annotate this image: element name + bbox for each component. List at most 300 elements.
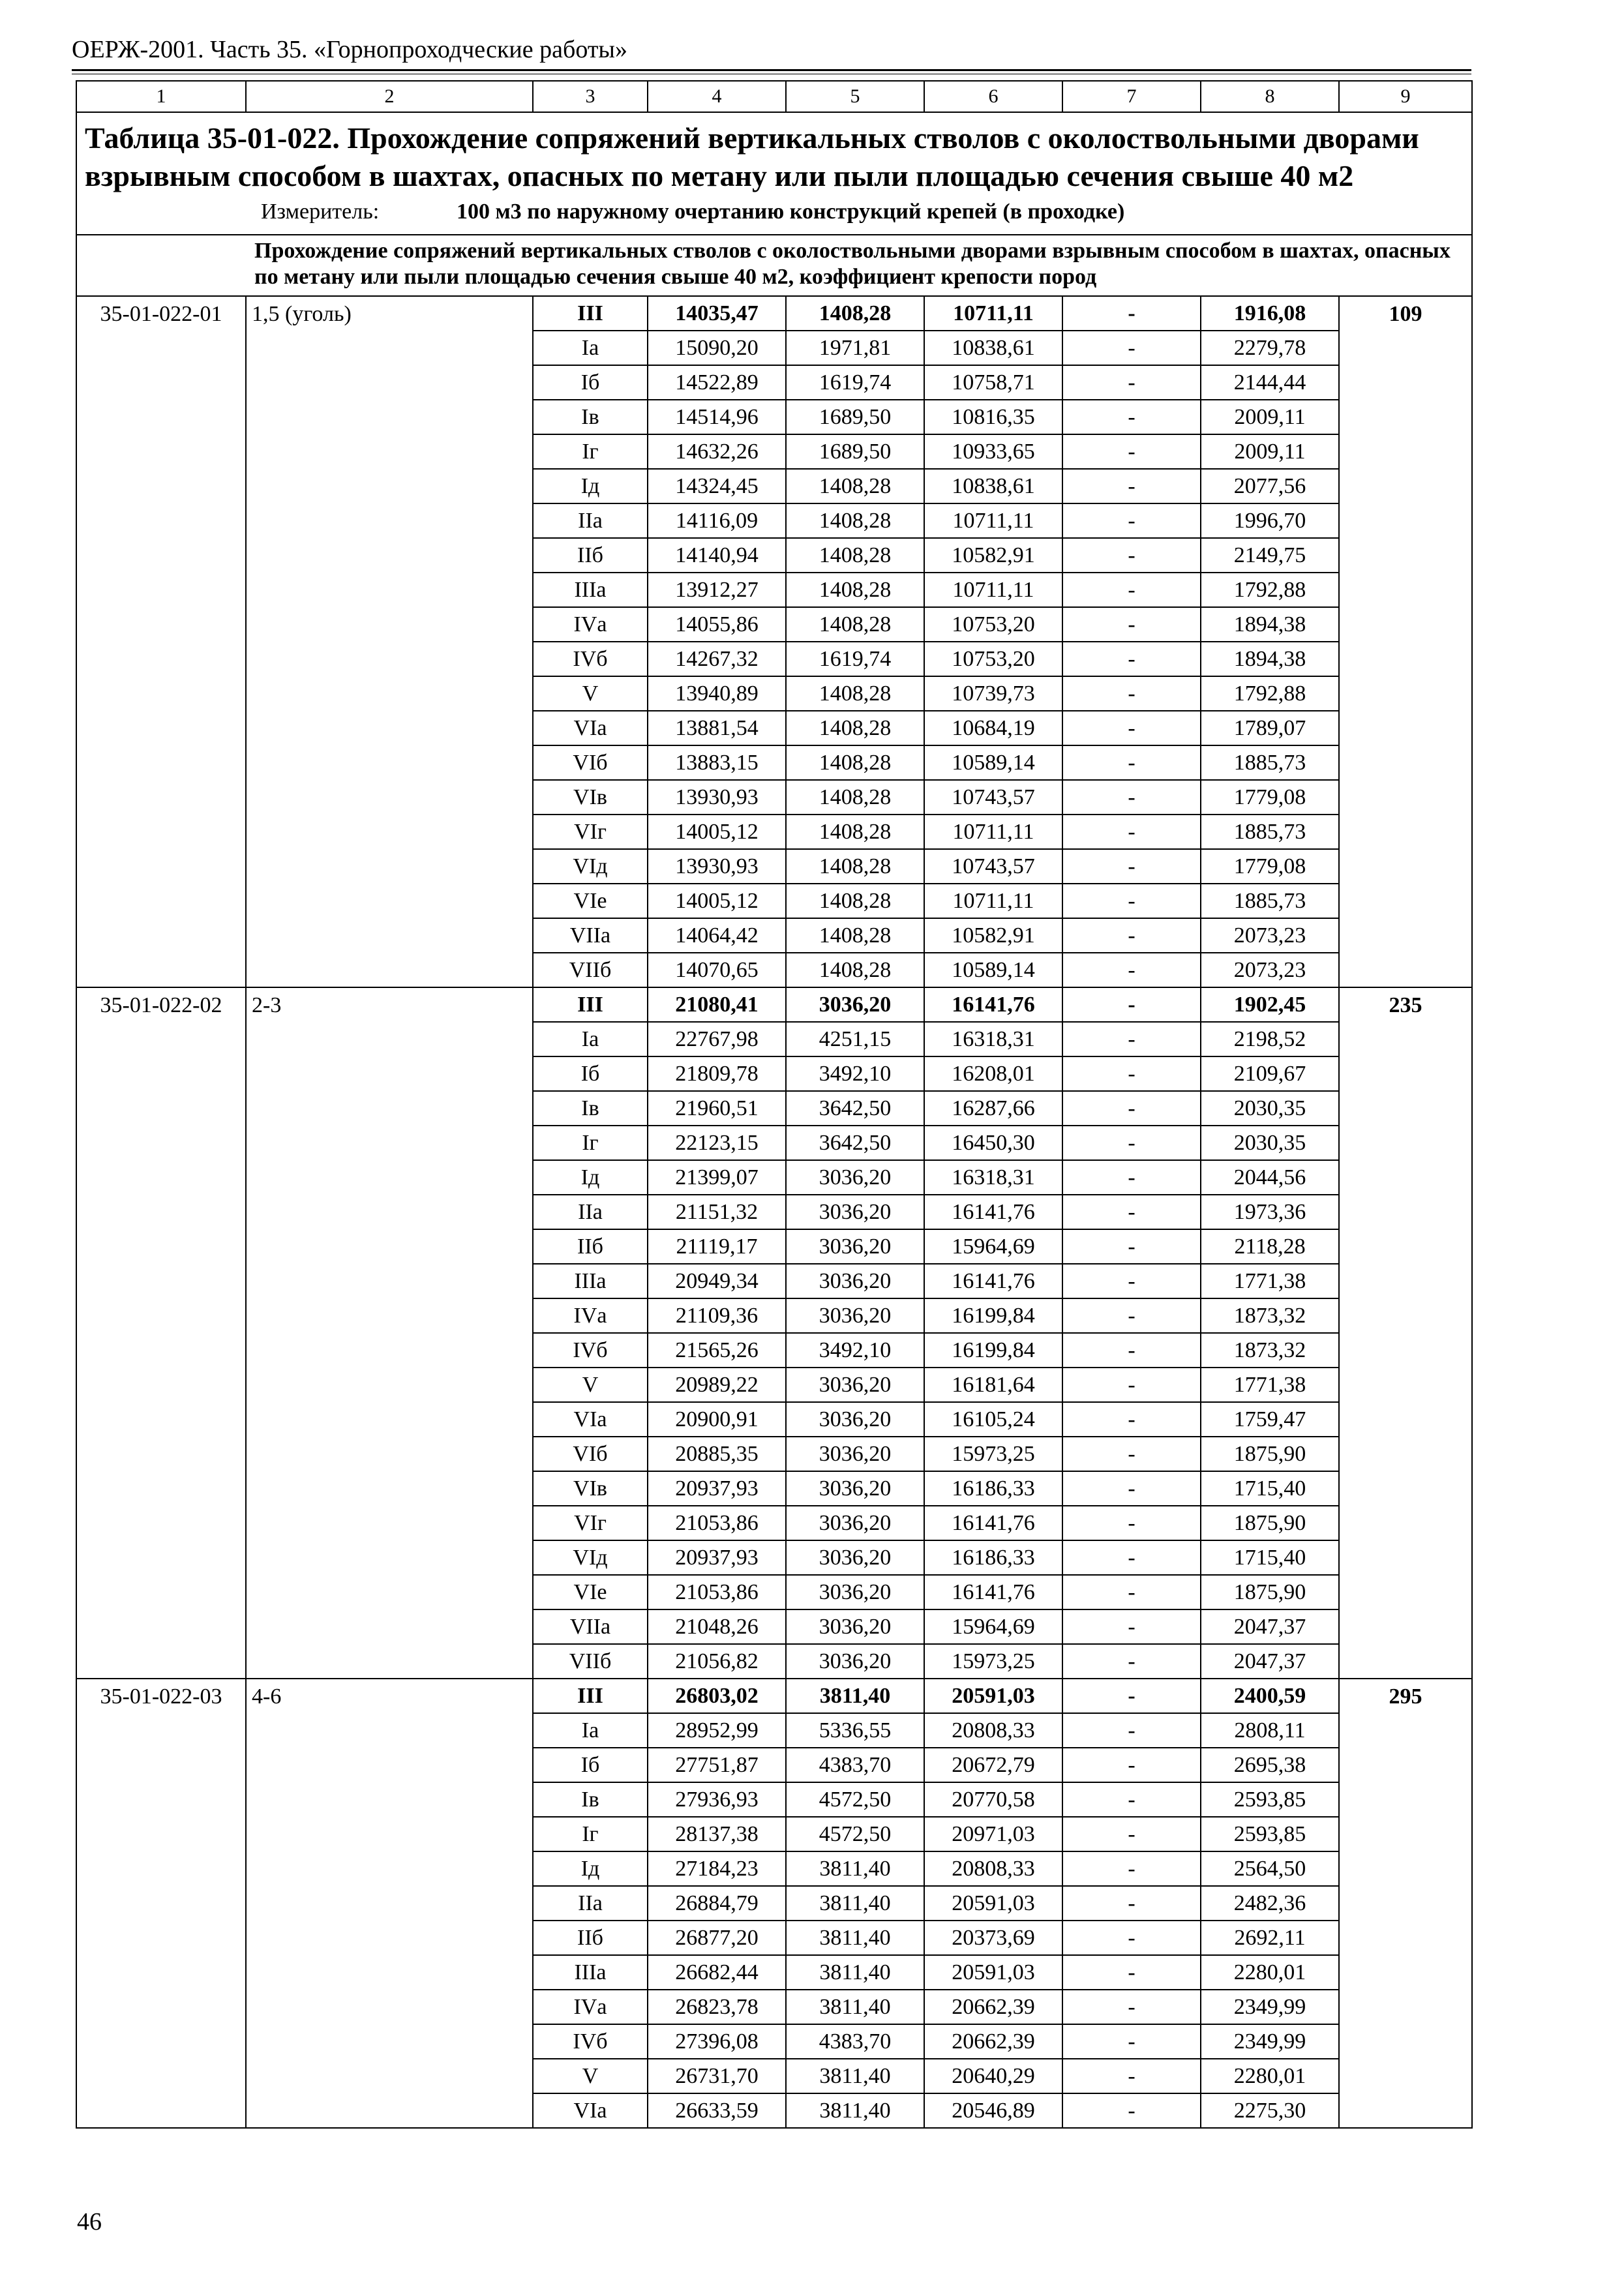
value-col8: 1779,08: [1201, 780, 1339, 815]
value-col4: 21053,86: [648, 1506, 786, 1540]
value-col6: 10838,61: [924, 469, 1062, 503]
value-col6: 10582,91: [924, 918, 1062, 953]
value-col8: 1771,38: [1201, 1368, 1339, 1402]
value-col5: 1689,50: [786, 434, 924, 469]
zone-code: Iа: [533, 331, 648, 365]
value-col5: 3036,20: [786, 1402, 924, 1437]
value-col8: 2695,38: [1201, 1748, 1339, 1782]
value-col4: 20900,91: [648, 1402, 786, 1437]
zone-code: IIIа: [533, 1264, 648, 1298]
value-col4: 14055,86: [648, 607, 786, 642]
value-col9: 295: [1339, 1679, 1472, 2128]
zone-code: IIа: [533, 1886, 648, 1921]
rate-code: 35-01-022-03: [76, 1679, 246, 2128]
table-title: Таблица 35-01-022. Прохождение сопряжений вертикальных стволов с околоствольными дворами взрывным способом в шахтах, опасных по метану или пыли площадью сечения свыше 40 м2: [85, 121, 1419, 192]
value-col4: 14522,89: [648, 365, 786, 400]
value-col5: 3811,40: [786, 2093, 924, 2128]
zone-code: IIб: [533, 538, 648, 573]
value-col6: 10711,11: [924, 296, 1062, 331]
zone-code: III: [533, 987, 648, 1022]
column-number: 8: [1201, 81, 1339, 112]
value-col7: -: [1062, 1644, 1201, 1679]
column-number: 5: [786, 81, 924, 112]
value-col8: 1792,88: [1201, 573, 1339, 607]
value-col8: 1771,38: [1201, 1264, 1339, 1298]
value-col6: 20662,39: [924, 1990, 1062, 2024]
value-col5: 3811,40: [786, 2059, 924, 2093]
value-col5: 1408,28: [786, 573, 924, 607]
value-col5: 3036,20: [786, 1229, 924, 1264]
value-col4: 14005,12: [648, 815, 786, 849]
value-col7: -: [1062, 1817, 1201, 1851]
value-col4: 20989,22: [648, 1368, 786, 1402]
value-col4: 14070,65: [648, 953, 786, 987]
value-col8: 2482,36: [1201, 1886, 1339, 1921]
value-col7: -: [1062, 711, 1201, 745]
value-col4: 26877,20: [648, 1921, 786, 1955]
value-col7: -: [1062, 400, 1201, 434]
value-col4: 27936,93: [648, 1782, 786, 1817]
value-col4: 20937,93: [648, 1540, 786, 1575]
value-col7: -: [1062, 1056, 1201, 1091]
value-col9: 235: [1339, 987, 1472, 1679]
value-col7: -: [1062, 1748, 1201, 1782]
value-col7: -: [1062, 1575, 1201, 1609]
value-col8: 1894,38: [1201, 642, 1339, 676]
value-col7: -: [1062, 1990, 1201, 2024]
value-col4: 14514,96: [648, 400, 786, 434]
value-col8: 2149,75: [1201, 538, 1339, 573]
value-col6: 16199,84: [924, 1298, 1062, 1333]
zone-code: VIв: [533, 780, 648, 815]
value-col4: 14005,12: [648, 884, 786, 918]
value-col6: 10753,20: [924, 642, 1062, 676]
value-col4: 27184,23: [648, 1851, 786, 1886]
value-col8: 1916,08: [1201, 296, 1339, 331]
zone-code: VIIб: [533, 1644, 648, 1679]
value-col6: 16186,33: [924, 1471, 1062, 1506]
value-col8: 1885,73: [1201, 884, 1339, 918]
value-col6: 16186,33: [924, 1540, 1062, 1575]
value-col6: 16208,01: [924, 1056, 1062, 1091]
value-col7: -: [1062, 1955, 1201, 1990]
value-col5: 3811,40: [786, 1990, 924, 2024]
zone-code: Iд: [533, 1851, 648, 1886]
value-col8: 2280,01: [1201, 1955, 1339, 1990]
value-col6: 16287,66: [924, 1091, 1062, 1126]
value-col6: 10743,57: [924, 849, 1062, 884]
value-col8: 2280,01: [1201, 2059, 1339, 2093]
value-col5: 3642,50: [786, 1126, 924, 1160]
value-col4: 21119,17: [648, 1229, 786, 1264]
value-col4: 22123,15: [648, 1126, 786, 1160]
value-col6: 15973,25: [924, 1437, 1062, 1471]
value-col4: 22767,98: [648, 1022, 786, 1056]
value-col5: 3492,10: [786, 1333, 924, 1368]
table-description-row: [76, 235, 1472, 296]
value-col6: 20591,03: [924, 1679, 1062, 1713]
value-col6: 16318,31: [924, 1022, 1062, 1056]
value-col6: 10711,11: [924, 815, 1062, 849]
value-col8: 1873,32: [1201, 1333, 1339, 1368]
value-col6: 10589,14: [924, 745, 1062, 780]
value-col8: 2808,11: [1201, 1713, 1339, 1748]
value-col7: -: [1062, 469, 1201, 503]
value-col6: 20591,03: [924, 1886, 1062, 1921]
zone-code: VIIб: [533, 953, 648, 987]
zone-code: VIа: [533, 2093, 648, 2128]
value-col8: 2144,44: [1201, 365, 1339, 400]
zone-code: IIIа: [533, 573, 648, 607]
value-col6: 20770,58: [924, 1782, 1062, 1817]
column-number: 3: [533, 81, 648, 112]
rock-hardness: 2-3: [246, 987, 533, 1679]
value-col7: -: [1062, 1091, 1201, 1126]
value-col4: 21151,32: [648, 1195, 786, 1229]
column-number: 4: [648, 81, 786, 112]
value-col8: 1885,73: [1201, 745, 1339, 780]
value-col5: 4572,50: [786, 1817, 924, 1851]
value-col7: -: [1062, 1782, 1201, 1817]
value-col4: 21109,36: [648, 1298, 786, 1333]
value-col8: 2009,11: [1201, 434, 1339, 469]
value-col5: 1408,28: [786, 745, 924, 780]
value-col5: 1408,28: [786, 607, 924, 642]
value-col7: -: [1062, 1022, 1201, 1056]
value-col4: 14267,32: [648, 642, 786, 676]
value-col7: -: [1062, 607, 1201, 642]
value-col4: 13912,27: [648, 573, 786, 607]
zone-code: Iв: [533, 1782, 648, 1817]
value-col5: 3811,40: [786, 1679, 924, 1713]
column-number: 9: [1339, 81, 1472, 112]
zone-code: IVб: [533, 1333, 648, 1368]
value-col5: 1408,28: [786, 953, 924, 987]
value-col6: 10753,20: [924, 607, 1062, 642]
value-col4: 13930,93: [648, 849, 786, 884]
value-col4: 14064,42: [648, 918, 786, 953]
zone-code: IIIа: [533, 1955, 648, 1990]
value-col8: 2349,99: [1201, 2024, 1339, 2059]
value-col7: -: [1062, 1609, 1201, 1644]
value-col6: 16141,76: [924, 1575, 1062, 1609]
value-col4: 21565,26: [648, 1333, 786, 1368]
table-row: [76, 1679, 1472, 1713]
value-col6: 20808,33: [924, 1713, 1062, 1748]
value-col8: 2593,85: [1201, 1817, 1339, 1851]
zone-code: Iа: [533, 1022, 648, 1056]
value-col4: 26682,44: [648, 1955, 786, 1990]
zone-code: IIб: [533, 1921, 648, 1955]
zone-code: III: [533, 296, 648, 331]
value-col7: -: [1062, 745, 1201, 780]
zone-code: IVа: [533, 607, 648, 642]
value-col7: -: [1062, 1402, 1201, 1437]
rate-code: 35-01-022-02: [76, 987, 246, 1679]
zone-code: VIд: [533, 849, 648, 884]
value-col8: 1885,73: [1201, 815, 1339, 849]
value-col4: 13883,15: [648, 745, 786, 780]
value-col8: 2564,50: [1201, 1851, 1339, 1886]
value-col5: 3036,20: [786, 987, 924, 1022]
value-col7: -: [1062, 434, 1201, 469]
value-col5: 4383,70: [786, 1748, 924, 1782]
value-col6: 20808,33: [924, 1851, 1062, 1886]
value-col5: 3036,20: [786, 1195, 924, 1229]
zone-code: VIе: [533, 884, 648, 918]
value-col9: 109: [1339, 296, 1472, 987]
unit-label: Измеритель:: [261, 200, 380, 224]
rock-hardness: 1,5 (уголь): [246, 296, 533, 987]
zone-code: VIа: [533, 1402, 648, 1437]
value-col8: 2279,78: [1201, 331, 1339, 365]
value-col6: 20546,89: [924, 2093, 1062, 2128]
zone-code: Iг: [533, 1126, 648, 1160]
zone-code: VIг: [533, 1506, 648, 1540]
value-col7: -: [1062, 987, 1201, 1022]
value-col5: 1619,74: [786, 365, 924, 400]
column-number: 6: [924, 81, 1062, 112]
zone-code: IIа: [533, 503, 648, 538]
value-col8: 2593,85: [1201, 1782, 1339, 1817]
value-col8: 1996,70: [1201, 503, 1339, 538]
value-col8: 1789,07: [1201, 711, 1339, 745]
value-col6: 10743,57: [924, 780, 1062, 815]
value-col5: 4383,70: [786, 2024, 924, 2059]
value-col5: 3811,40: [786, 1851, 924, 1886]
value-col7: -: [1062, 1540, 1201, 1575]
value-col8: 2275,30: [1201, 2093, 1339, 2128]
value-col8: 2073,23: [1201, 953, 1339, 987]
zone-code: VIг: [533, 815, 648, 849]
value-col5: 3036,20: [786, 1298, 924, 1333]
value-col8: 1715,40: [1201, 1471, 1339, 1506]
value-col6: 10933,65: [924, 434, 1062, 469]
value-col6: 10816,35: [924, 400, 1062, 434]
value-col4: 21048,26: [648, 1609, 786, 1644]
value-col5: 1408,28: [786, 780, 924, 815]
value-col5: 3036,20: [786, 1471, 924, 1506]
value-col6: 20971,03: [924, 1817, 1062, 1851]
value-col6: 10711,11: [924, 884, 1062, 918]
zone-code: Iв: [533, 400, 648, 434]
page-header: ОЕРЖ-2001. Часть 35. «Горнопроходческие работы»: [72, 36, 627, 63]
value-col7: -: [1062, 1886, 1201, 1921]
value-col7: -: [1062, 503, 1201, 538]
rock-hardness: 4-6: [246, 1679, 533, 2128]
value-col5: 1971,81: [786, 331, 924, 365]
value-col7: -: [1062, 1229, 1201, 1264]
value-col4: 21053,86: [648, 1575, 786, 1609]
value-col5: 3036,20: [786, 1644, 924, 1679]
value-col5: 1408,28: [786, 503, 924, 538]
value-col6: 10711,11: [924, 503, 1062, 538]
value-col7: -: [1062, 538, 1201, 573]
value-col4: 21809,78: [648, 1056, 786, 1091]
value-col6: 10582,91: [924, 538, 1062, 573]
value-col8: 1873,32: [1201, 1298, 1339, 1333]
zone-code: Iд: [533, 469, 648, 503]
value-col5: 1408,28: [786, 918, 924, 953]
zone-code: IVб: [533, 642, 648, 676]
unit-value: 100 м3 по наружному очертанию конструкций крепей (в проходке): [457, 200, 1125, 224]
value-col6: 15964,69: [924, 1609, 1062, 1644]
value-col4: 20885,35: [648, 1437, 786, 1471]
zone-code: IIб: [533, 1229, 648, 1264]
value-col7: -: [1062, 296, 1201, 331]
value-col8: 1759,47: [1201, 1402, 1339, 1437]
value-col4: 14035,47: [648, 296, 786, 331]
unit-line: [85, 198, 1464, 226]
value-col5: 3036,20: [786, 1160, 924, 1195]
zone-code: VIIа: [533, 918, 648, 953]
zone-code: Iв: [533, 1091, 648, 1126]
value-col8: 1973,36: [1201, 1195, 1339, 1229]
value-col8: 2198,52: [1201, 1022, 1339, 1056]
value-col5: 1408,28: [786, 849, 924, 884]
value-col5: 4251,15: [786, 1022, 924, 1056]
value-col8: 2047,37: [1201, 1644, 1339, 1679]
zone-code: IIа: [533, 1195, 648, 1229]
zone-code: Iг: [533, 434, 648, 469]
value-col8: 2077,56: [1201, 469, 1339, 503]
value-col7: -: [1062, 1368, 1201, 1402]
column-number: 2: [246, 81, 533, 112]
value-col8: 1894,38: [1201, 607, 1339, 642]
value-col8: 2047,37: [1201, 1609, 1339, 1644]
value-col4: 20937,93: [648, 1471, 786, 1506]
zone-code: IVа: [533, 1990, 648, 2024]
value-col4: 14140,94: [648, 538, 786, 573]
value-col6: 10589,14: [924, 953, 1062, 987]
value-col4: 21399,07: [648, 1160, 786, 1195]
value-col4: 26884,79: [648, 1886, 786, 1921]
value-col7: -: [1062, 2024, 1201, 2059]
value-col7: -: [1062, 1333, 1201, 1368]
value-col6: 16105,24: [924, 1402, 1062, 1437]
value-col5: 1408,28: [786, 296, 924, 331]
value-col4: 26823,78: [648, 1990, 786, 2024]
zone-code: Iб: [533, 1056, 648, 1091]
value-col5: 3036,20: [786, 1540, 924, 1575]
value-col8: 2009,11: [1201, 400, 1339, 434]
zone-code: VIе: [533, 1575, 648, 1609]
value-col6: 10711,11: [924, 573, 1062, 607]
page-number: 46: [77, 2208, 102, 2236]
value-col8: 1902,45: [1201, 987, 1339, 1022]
value-col7: -: [1062, 642, 1201, 676]
zone-code: V: [533, 2059, 648, 2093]
value-col6: 10684,19: [924, 711, 1062, 745]
value-col7: -: [1062, 884, 1201, 918]
value-col6: 16141,76: [924, 1264, 1062, 1298]
zone-code: VIа: [533, 711, 648, 745]
value-col4: 14116,09: [648, 503, 786, 538]
table-description: Прохождение сопряжений вертикальных стволов с околоствольными дворами взрывным способом в шахтах, опасных по метану или пыли площадью сечения свыше 40 м2, коэффициент крепости пород: [254, 239, 1451, 289]
value-col4: 27396,08: [648, 2024, 786, 2059]
value-col6: 16199,84: [924, 1333, 1062, 1368]
column-number: 7: [1062, 81, 1201, 112]
value-col8: 1792,88: [1201, 676, 1339, 711]
value-col6: 10838,61: [924, 331, 1062, 365]
value-col6: 20373,69: [924, 1921, 1062, 1955]
value-col5: 1408,28: [786, 538, 924, 573]
value-col4: 15090,20: [648, 331, 786, 365]
zone-code: Iд: [533, 1160, 648, 1195]
value-col7: -: [1062, 849, 1201, 884]
value-col5: 3036,20: [786, 1437, 924, 1471]
zone-code: VIд: [533, 1540, 648, 1575]
zone-code: Iб: [533, 1748, 648, 1782]
zone-code: VIв: [533, 1471, 648, 1506]
value-col8: 2109,67: [1201, 1056, 1339, 1091]
value-col8: 1875,90: [1201, 1575, 1339, 1609]
zone-code: Iб: [533, 365, 648, 400]
table-title-cell: [76, 112, 1472, 235]
value-col8: 1875,90: [1201, 1437, 1339, 1471]
value-col5: 1408,28: [786, 711, 924, 745]
value-col4: 26731,70: [648, 2059, 786, 2093]
value-col6: 15973,25: [924, 1644, 1062, 1679]
value-col5: 1689,50: [786, 400, 924, 434]
value-col8: 1779,08: [1201, 849, 1339, 884]
value-col8: 2030,35: [1201, 1126, 1339, 1160]
value-col5: 3811,40: [786, 1886, 924, 1921]
value-col7: -: [1062, 2093, 1201, 2128]
value-col7: -: [1062, 1713, 1201, 1748]
value-col4: 14632,26: [648, 434, 786, 469]
zone-code: VIб: [533, 745, 648, 780]
value-col5: 5336,55: [786, 1713, 924, 1748]
value-col5: 3036,20: [786, 1575, 924, 1609]
value-col5: 3811,40: [786, 1955, 924, 1990]
value-col6: 10758,71: [924, 365, 1062, 400]
value-col6: 20591,03: [924, 1955, 1062, 1990]
value-col7: -: [1062, 1506, 1201, 1540]
value-col7: -: [1062, 953, 1201, 987]
value-col8: 2030,35: [1201, 1091, 1339, 1126]
zone-code: V: [533, 1368, 648, 1402]
value-col7: -: [1062, 1195, 1201, 1229]
value-col7: -: [1062, 676, 1201, 711]
value-col5: 3492,10: [786, 1056, 924, 1091]
value-col7: -: [1062, 2059, 1201, 2093]
value-col4: 13940,89: [648, 676, 786, 711]
value-col7: -: [1062, 1160, 1201, 1195]
zone-code: Iа: [533, 1713, 648, 1748]
value-col5: 3811,40: [786, 1921, 924, 1955]
value-col4: 21056,82: [648, 1644, 786, 1679]
value-col8: 1715,40: [1201, 1540, 1339, 1575]
table-title-row: [76, 112, 1472, 235]
value-col4: 13930,93: [648, 780, 786, 815]
value-col6: 16141,76: [924, 987, 1062, 1022]
zone-code: IVб: [533, 2024, 648, 2059]
value-col4: 21960,51: [648, 1091, 786, 1126]
value-col6: 20672,79: [924, 1748, 1062, 1782]
zone-code: VIIа: [533, 1609, 648, 1644]
zone-code: III: [533, 1679, 648, 1713]
value-col7: -: [1062, 331, 1201, 365]
value-col5: 3036,20: [786, 1368, 924, 1402]
value-col6: 16141,76: [924, 1195, 1062, 1229]
value-col4: 20949,34: [648, 1264, 786, 1298]
value-col5: 1408,28: [786, 469, 924, 503]
value-col6: 20640,29: [924, 2059, 1062, 2093]
rate-table: [76, 80, 1473, 2129]
rate-code: 35-01-022-01: [76, 296, 246, 987]
value-col7: -: [1062, 1921, 1201, 1955]
